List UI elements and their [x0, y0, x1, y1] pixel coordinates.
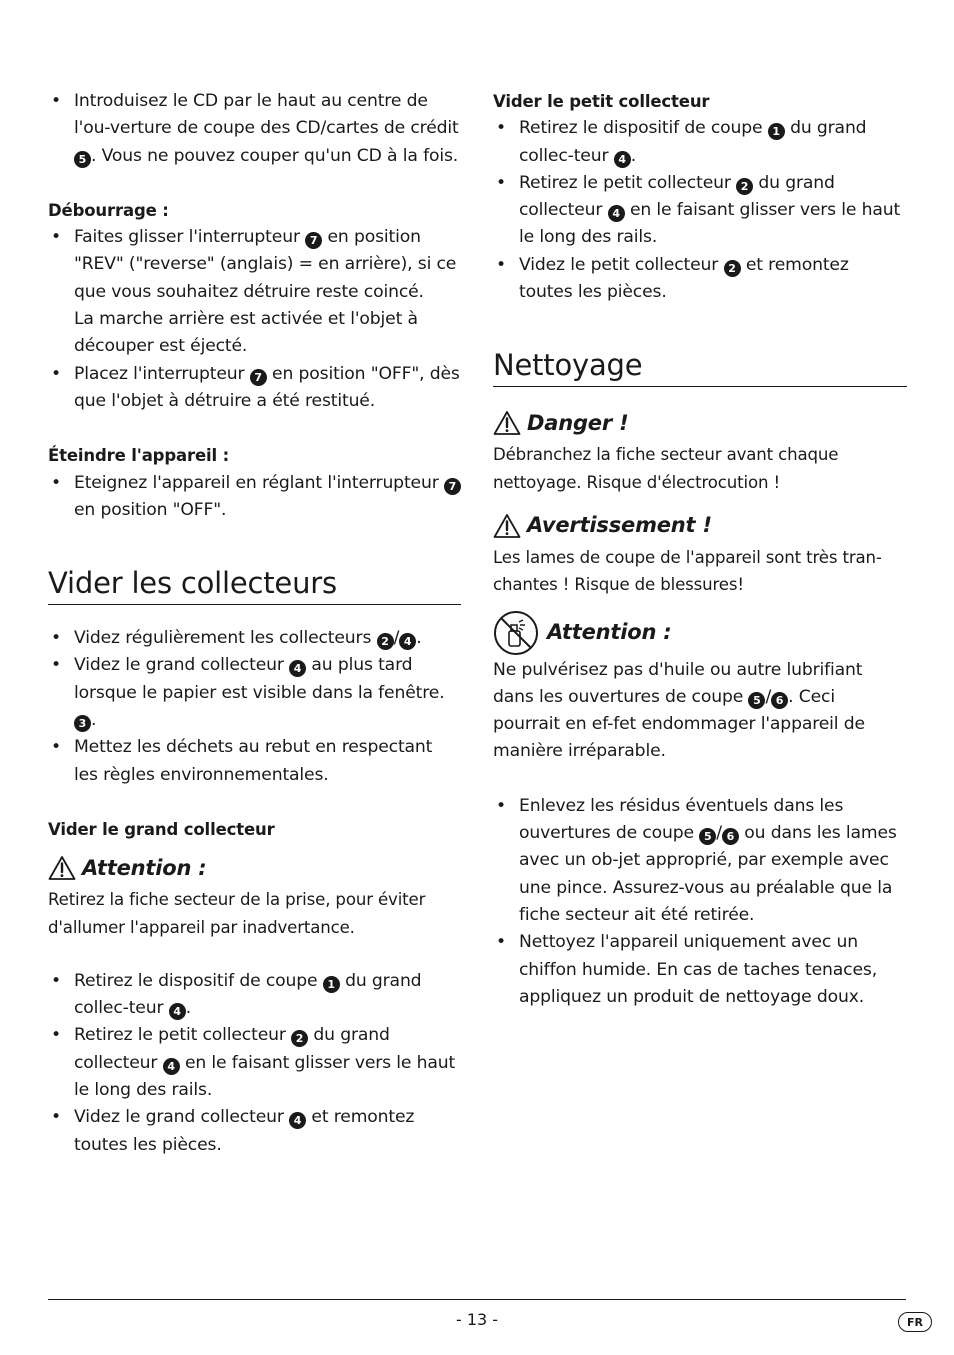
danger-warning [493, 405, 907, 441]
reference-number-icon: 2 [291, 1030, 308, 1047]
reference-number-icon: 7 [305, 232, 322, 249]
list-item: • Retirez le petit collecteur 2 du grand collecteur 4 en le faisant glisser vers le haut le long des rails. [493, 170, 907, 252]
warning-triangle-icon [493, 513, 521, 539]
attention-warning [48, 850, 461, 886]
attention-spray-warning [493, 609, 907, 657]
list-item: • Introduisez le CD par le haut au centre de l'ou-verture de coupe des CD/cartes de crédit 5 . Vous ne pouvez couper qu'un CD à la fois. [48, 88, 461, 170]
petit-heading: Vider le petit collecteur [493, 92, 710, 111]
list-item: • Videz régulièrement les collecteurs 2 / 4 . [48, 625, 461, 652]
reference-number-icon: 4 [399, 633, 416, 650]
avertissement-title: Avertissement ! [527, 513, 712, 538]
attention-text: Retirez la fiche secteur de la prise, pour éviter d'allumer l'appareil par inadvertance. [48, 890, 426, 937]
list-item: • Faites glisser l'interrupteur 7 en position "REV" ("reverse" (anglais) = en arrière), si ce que vous souhaitez détruire reste coincé. La marche arrière est activée et l'objet à découper est éjecté. [48, 224, 461, 360]
reference-number-icon: 7 [250, 369, 267, 386]
petit-list [493, 115, 907, 306]
list-item: • Videz le grand collecteur 4 et remontez toutes les pièces. [48, 1104, 461, 1159]
list-item: • Placez l'interrupteur 7 en position "OFF", dès que l'objet à détruire a été restitué. [48, 361, 461, 416]
warning-triangle-icon [493, 410, 521, 436]
footer-divider [48, 1299, 906, 1300]
list-item: • Videz le grand collecteur 4 au plus tard lorsque le papier est visible dans la fenêtre. 3 . [48, 652, 461, 734]
list-item: • Videz le petit collecteur 2 et remontez toutes les pièces. [493, 252, 907, 307]
reference-number-icon: 4 [608, 205, 625, 222]
warning-triangle-icon [48, 855, 76, 881]
intro-list [48, 88, 461, 170]
reference-number-icon: 6 [771, 692, 788, 709]
reference-number-icon: 4 [614, 151, 631, 168]
danger-title: Danger ! [527, 410, 629, 435]
reference-number-icon: 2 [736, 178, 753, 195]
reference-number-icon: 5 [699, 828, 716, 845]
reference-number-icon: 2 [724, 260, 741, 277]
list-item: • Retirez le dispositif de coupe 1 du grand collec-teur 4 . [493, 115, 907, 170]
list-item: • Retirez le petit collecteur 2 du grand collecteur 4 en le faisant glisser vers le haut le long des rails. [48, 1022, 461, 1104]
reference-number-icon: 1 [323, 976, 340, 993]
right-column [493, 88, 907, 1011]
reference-number-icon: 2 [377, 633, 394, 650]
reference-number-icon: 5 [74, 151, 91, 168]
section-title-nettoyage: Nettoyage [493, 347, 907, 387]
attention-title: Attention : [82, 855, 207, 880]
grand-heading: Vider le grand collecteur [48, 819, 275, 839]
avertissement-warning [493, 508, 907, 544]
reference-number-icon: 6 [722, 828, 739, 845]
page-number: - 13 - [455, 1310, 499, 1329]
reference-number-icon: 4 [169, 1003, 186, 1020]
attention-spray-title: Attention : [547, 619, 672, 644]
no-spray-icon [493, 610, 541, 656]
list-item: • Retirez le dispositif de coupe 1 du grand collec-teur 4 . [48, 968, 461, 1023]
list-item: • Eteignez l'appareil en réglant l'interrupteur 7 en position "OFF". [48, 470, 461, 525]
avertissement-text: Les lames de coupe de l'appareil sont très tran-chantes ! Risque de blessures! [493, 547, 882, 595]
list-item: • Enlevez les résidus éventuels dans les ouvertures de coupe 5 / 6 ou dans les lames avec un ob-jet approprié, par exemple avec une pince. Assurez-vous au préalable que la fiche secteur ait été retirée. [493, 793, 907, 929]
danger-text: Débranchez la fiche secteur avant chaque nettoyage. Risque d'électrocution ! [493, 445, 839, 492]
reference-number-icon: 1 [768, 123, 785, 140]
list-item: • Nettoyez l'appareil uniquement avec un chiffon humide. En cas de taches tenaces, appliquez un produit de nettoyage doux. [493, 929, 907, 1011]
left-column [48, 88, 461, 1159]
eteindre-list [48, 470, 461, 525]
reference-number-icon: 5 [748, 692, 765, 709]
debourrage-heading: Débourrage : [48, 200, 169, 220]
language-badge: FR [898, 1312, 932, 1332]
attention-spray-text: Ne pulvérisez pas d'huile ou autre lubrifiant dans les ouvertures de coupe 5 / 6 . Ceci pourrait en ef-fet endommager l'appareil de manière irréparable. [493, 659, 865, 762]
debourrage-list [48, 224, 461, 415]
reference-number-icon: 4 [289, 1112, 306, 1129]
nettoyage-list [493, 793, 907, 1011]
reference-number-icon: 4 [163, 1058, 180, 1075]
eteindre-heading: Éteindre l'appareil : [48, 446, 230, 466]
reference-number-icon: 4 [289, 660, 306, 677]
reference-number-icon: 7 [444, 478, 461, 495]
reference-number-icon: 3 [74, 715, 91, 732]
vider-list [48, 625, 461, 789]
section-title-vider: Vider les collecteurs [48, 565, 461, 605]
list-item: • Mettez les déchets au rebut en respectant les règles environnementales. [48, 734, 461, 789]
grand-list [48, 968, 461, 1159]
